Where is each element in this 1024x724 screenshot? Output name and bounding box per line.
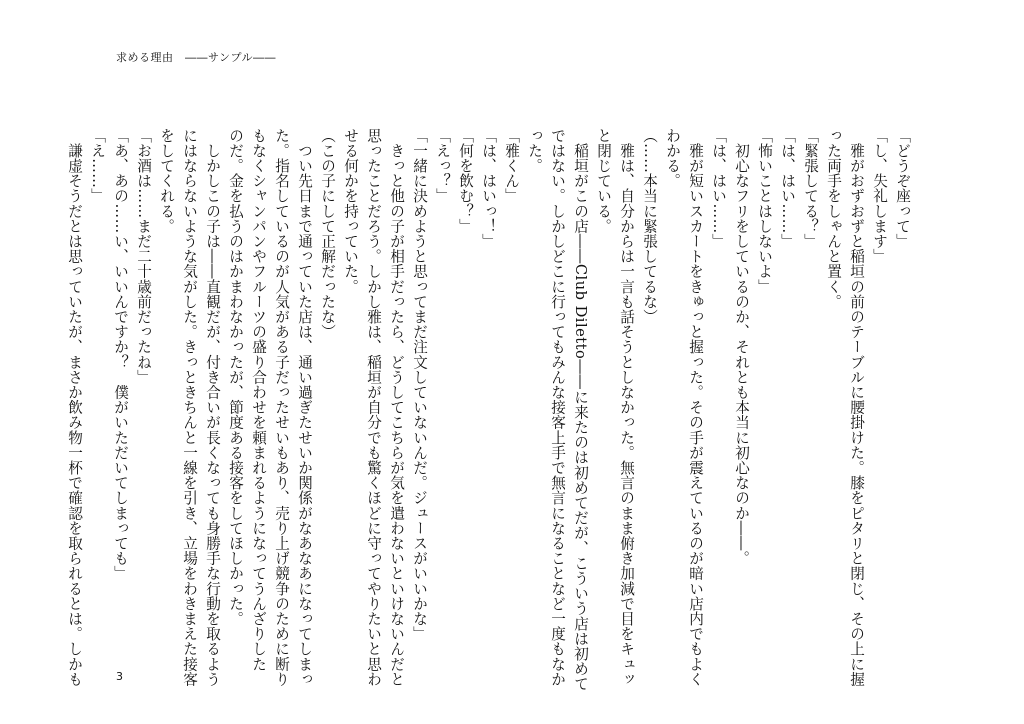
text-line: をしてくれる。 (158, 128, 175, 234)
text-line: にはならないような気がした。きっときちんと一線を引き、立場をわきまえた接客 (181, 128, 198, 687)
text-line: 「何を飲む？」 (457, 128, 474, 234)
text-line: 雅が短いスカートをきゅっと握った。その手が震えているのが暗い店内でもよく (687, 128, 704, 687)
text-line: 雅がおずおずと稲垣の前のテーブルに腰掛けた。膝をピタリと閉じ、その上に握 (848, 128, 865, 687)
text-line: った。 (526, 128, 543, 174)
text-line: もなくシャンパンやフルーツの盛り合わせを頼まれるようになってうんざりした (250, 128, 267, 672)
text-line: 「え……」 (89, 128, 106, 204)
text-line: 「し、失礼します」 (871, 128, 888, 264)
text-line: 「雅くん」 (503, 128, 520, 204)
text-line: （……本当に緊張してるな） (641, 128, 658, 325)
text-line: 「どうぞ座って」 (894, 128, 911, 249)
vertical-body-text (63, 128, 914, 692)
text-line: と閉じている。 (595, 128, 612, 234)
text-line: 「は、はいっ！」 (480, 128, 497, 249)
text-line: 謙虚そうだとは思っていたが、まさか飲み物一杯で確認を取られるとは。しかも (66, 128, 83, 687)
text-line: った両手をしゃんと置く。 (825, 128, 842, 310)
text-line: 雅は、自分からは一言も話そうとしなかった。無言のまま俯き加減で目をキュッ (618, 128, 635, 687)
text-line: しかしこの子は――直観だが、付き合いが長くなっても身勝手な行動を取るよう (204, 128, 221, 687)
running-header: 求める理由 ――サンプル―― (116, 51, 277, 64)
text-line: のだ。金を払うのはかまわなかったが、節度ある接客をしてほしかった。 (227, 128, 244, 627)
text-line: 稲垣がこの店――Club Diletto――に来たのは初めてだが、こういう店は初めて (572, 128, 589, 692)
text-line: ではない。しかしどこに行ってもみんな接客上手で無言になることなど一度もなか (549, 128, 566, 687)
text-line: 「は、はい……」 (710, 128, 727, 249)
text-line: 「怖いことはしないよ」 (756, 128, 773, 295)
text-line: 「一緒に決めようと思ってまだ注文していないんだ。ジュースがいいかな」 (411, 128, 428, 642)
text-line: 「は、はい……」 (779, 128, 796, 249)
page-number: 3 (116, 670, 123, 683)
text-line: 「お酒は……まだ二十歳前だったね」 (135, 128, 152, 385)
text-line: 初心なフリをしているのか、それとも本当に初心なのか――。 (733, 128, 750, 566)
text-line: 「あ、あの……い、いいんですか？ 僕がいただいてしまっても」 (112, 128, 129, 581)
text-line: 「えっ？」 (434, 128, 451, 204)
text-line: 「緊張してる？」 (802, 128, 819, 249)
text-line: わかる。 (664, 128, 681, 189)
text-line: つい先日まで通っていた店は、通い過ぎたせいか関係がなあなあになってしまっ (296, 128, 313, 687)
text-line: 思ったことだろう。しかし雅は、稲垣が自分でも驚くほどに守ってやりたいと思わ (365, 128, 382, 687)
text-line: た。指名しているのが人気がある子だったせいもあり、売り上げ競争のために断り (273, 128, 290, 687)
text-line: （この子にして正解だったな） (319, 128, 336, 340)
text-line: せる何かを持っていた。 (342, 128, 359, 295)
text-line: きっと他の子が相手だったら、どうしてこちらが気を遣わないといけないんだと (388, 128, 405, 687)
